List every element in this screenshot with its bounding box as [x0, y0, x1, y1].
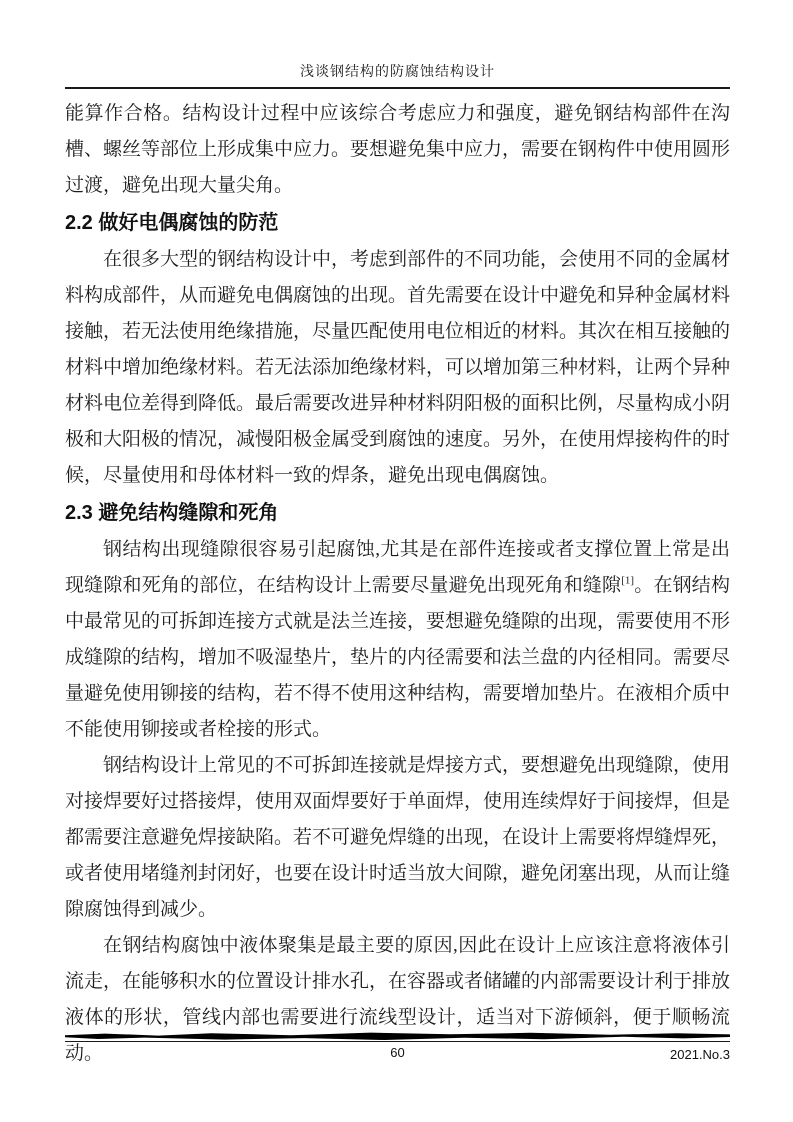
issue-label: 2021.No.3	[670, 1047, 730, 1062]
section-heading-2-3: 2.3 避免结构缝隙和死角	[65, 502, 279, 524]
page-header	[65, 63, 730, 89]
footer-rule-thick	[65, 1032, 730, 1040]
footer-rule-thin	[65, 1041, 730, 1042]
paragraph-continuation: 能算作合格。结构设计过程中应该综合考虑应力和强度，避免钢结构部件在沟槽、螺丝等部位上形成集中应力。要想避免集中应力，需要在钢构件中使用圆形过渡，避免出现大量尖角。	[65, 103, 731, 196]
section-2-3-paragraph-2: 钢结构设计上常见的不可拆卸连接就是焊接方式，要想避免出现缝隙，使用对接焊要好过搭接焊，使用双面焊要好于单面焊，使用连续焊好于间接焊，但是都需要注意避免焊接缺陷。若不可避免焊缝的出现，在设计上需要将焊缝焊死，或者使用堵缝剂封闭好，也要在设计时适当放大间隙，避免闭塞出现，从而让缝隙腐蚀得到减少。	[65, 755, 731, 920]
paragraph-text-before-citation: 钢结构出现缝隙很容易引起腐蚀,尤其是在部件连接或者支撑位置上常是出现缝隙和死角的部位，在结构设计上需要尽量避免出现死角和缝隙	[65, 539, 730, 596]
citation-marker: [1]	[621, 574, 635, 587]
page-body	[65, 96, 730, 1072]
section-2-3-paragraph-3: 在钢结构腐蚀中液体聚集是最主要的原因,因此在设计上应该注意将液体引流走，在能够积水的位置设计排水孔，在容器或者储罐的内部需要设计利于排放液体的形状，管线内部也需要进行流线型设计，适当对下游倾斜，便于顺畅流动。	[65, 935, 731, 1064]
header-rule	[65, 87, 730, 89]
paragraph-text-after-citation: 。在钢结构中最常见的可拆卸连接方式就是法兰连接，要想避免缝隙的出现，需要使用不形成缝隙的结构，增加不吸湿垫片，垫片的内径需要和法兰盘的内径相同。需要尽量避免使用铆接的结构，若不得不使用这种结构，需要增加垫片。在液相介质中不能使用铆接或者栓接的形式。	[65, 575, 731, 740]
section-2-3-paragraph-1	[65, 532, 730, 748]
footer-row	[65, 1045, 730, 1065]
page-footer	[65, 1032, 730, 1065]
section-2-2-paragraph: 在很多大型的钢结构设计中，考虑到部件的不同功能，会使用不同的金属材料构成部件，从而避免电偶腐蚀的出现。首先需要在设计中避免和异种金属材料接触，若无法使用绝缘措施，尽量匹配使用电位相近的材料。其次在相互接触的材料中增加绝缘材料。若无法添加绝缘材料，可以增加第三种材料，让两个异种材料电位差得到降低。最后需要改进异种材料阴阳极的面积比例，尽量构成小阴极和大阳极的情况，减慢阳极金属受到腐蚀的速度。另外，在使用焊接构件的时候，尽量使用和母体材料一致的焊条，避免出现电偶腐蚀。	[65, 249, 731, 486]
section-heading-2-2: 2.2 做好电偶腐蚀的防范	[65, 212, 279, 234]
running-title: 浅谈钢结构的防腐蚀结构设计	[300, 65, 495, 80]
page-number: 60	[390, 1045, 405, 1060]
